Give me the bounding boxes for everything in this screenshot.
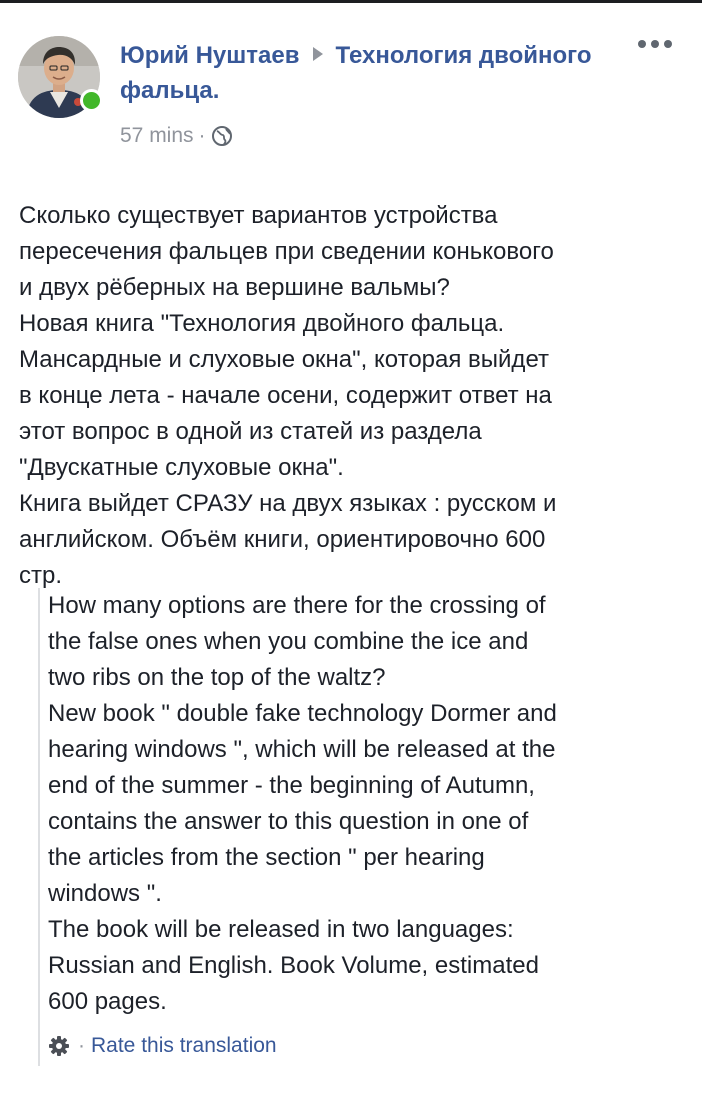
group-name-link[interactable]: Технология двойного фальца. <box>120 42 592 104</box>
globe-icon[interactable] <box>211 125 233 147</box>
rate-separator: · <box>78 1034 85 1057</box>
post-timestamp[interactable]: 57 mins <box>120 124 194 147</box>
post-header <box>120 38 630 108</box>
shared-to-arrow-icon <box>313 47 323 61</box>
more-options-icon[interactable] <box>638 40 672 48</box>
translation-text: How many options are there for the crossing of the false ones when you combine the ice and two ribs on the top of the waltz? New book " double fake technology Dormer and hearing windows ", which will be released at the end of the summer - the beginning of Autumn, contains the answer to this question in one of the articles from the section " per hearing windows ". The book will be released in two languages: Russian and English. Book Volume, estimated 600 pages. <box>48 592 557 1015</box>
top-border <box>0 0 702 3</box>
post-text: Сколько существует вариантов устройства пересечения фальцев при сведении конькового и двух рёберных на вершине вальмы? Новая книга "Технология двойного фальца. Мансардные и слуховые окна", которая выйдет в конце лета - начале осени, содержит ответ на этот вопрос в одной из статей из раздела "Двускатные слуховые окна". Книга выйдет СРАЗУ на двух языках : русском и английском. Объём книги, ориентировочно 600 стр. <box>19 202 557 589</box>
rate-translation-row <box>48 1032 688 1060</box>
rate-translation-link[interactable]: Rate this translation <box>91 1034 277 1057</box>
translation-block <box>38 588 688 1066</box>
author-name-link[interactable]: Юрий Нуштаев <box>120 42 300 69</box>
online-status-dot <box>80 89 103 112</box>
post-meta <box>120 122 233 150</box>
gear-icon[interactable] <box>48 1035 70 1057</box>
meta-separator: · <box>198 124 206 147</box>
